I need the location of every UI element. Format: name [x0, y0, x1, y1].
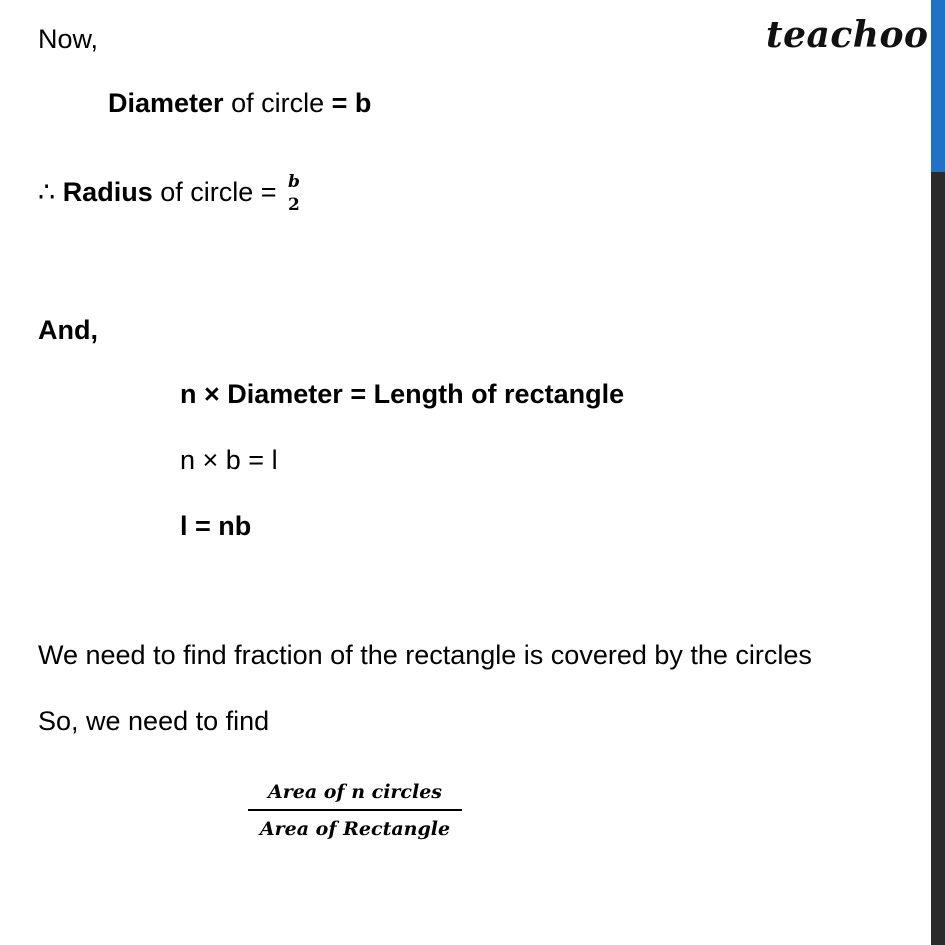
area-ratio-denominator: Area of Rectangle [259, 818, 451, 840]
now-label: Now, [38, 24, 99, 54]
area-ratio-fraction [248, 781, 462, 840]
teachoo-logo: teachoo [766, 14, 929, 56]
diameter-term: Diameter [108, 88, 224, 118]
area-ratio-numerator: Area of n circles [267, 781, 443, 803]
diameter-middle: of circle [223, 88, 332, 118]
diameter-rhs: = b [331, 88, 372, 118]
scrollbar-thumb[interactable] [931, 0, 945, 172]
therefore-symbol: ∴ [38, 177, 63, 208]
equation-nb-l: n × b = l [180, 445, 278, 475]
equation-diameter-length: n × Diameter = Length of rectangle [180, 379, 625, 409]
vertical-scrollbar[interactable] [931, 0, 945, 945]
sentence-need-to-find: So, we need to find [38, 706, 270, 736]
radius-middle: of circle = [152, 177, 285, 208]
radius-fraction [288, 174, 300, 214]
radius-fraction-numerator: b [288, 172, 300, 192]
sentence-fraction-covered: We need to find fraction of the rectangle is covered by the circles [38, 640, 812, 670]
diameter-statement [108, 87, 371, 119]
radius-fraction-denominator: 2 [288, 195, 300, 215]
radius-statement [38, 174, 300, 214]
equation-l-nb: l = nb [180, 511, 252, 541]
radius-term: Radius [62, 177, 153, 208]
and-label: And, [38, 315, 98, 345]
